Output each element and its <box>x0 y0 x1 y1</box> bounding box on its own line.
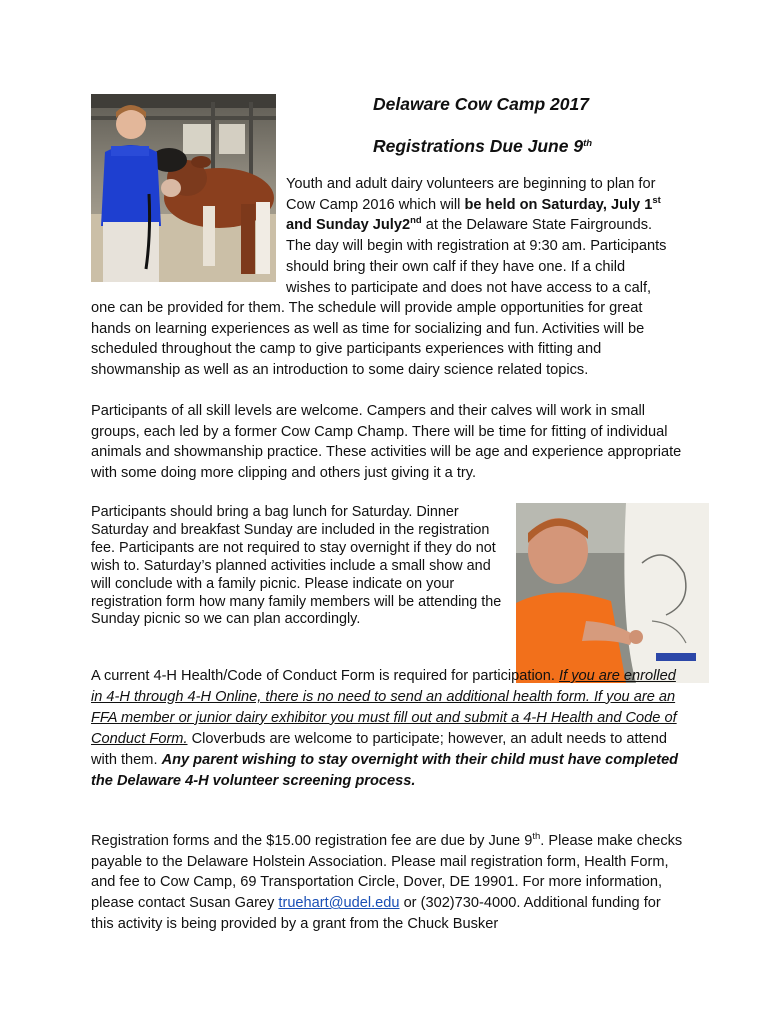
intro-line-3-text: at the Delaware State Fairgrounds. <box>421 217 653 234</box>
fee-text-a: Registration forms and the $15.00 registration fee are due by June 9 <box>91 833 533 849</box>
intro-line-4: The day will begin with registration at 9:30 am. Participants <box>286 238 667 255</box>
intro-date-sup-2: nd <box>410 215 422 227</box>
deadline-text: Registrations Due June 9 <box>373 136 584 156</box>
fee-date-sup: th <box>532 831 541 842</box>
health-form-paragraph <box>91 666 683 791</box>
intro-paragraph-wrapped <box>286 174 686 298</box>
fee-text-c: or (302)730-4000. Additional funding for this activity is being provided by a grant from the Chuck Busker <box>91 895 661 932</box>
intro-date-sup-1: st <box>652 194 661 206</box>
fee-text-b: . Please make checks payable to the Delaware Holstein Association. Please mail registration form, Health Form, and fee to Cow Camp, 69 Transportation Circle, Dover, DE 19901. For more information, please contact Susan Garey <box>91 833 683 912</box>
health-form-instructions: If you are enrolled in 4-H through 4-H Online, there is no need to send an additional health form. If you are an FFA member or junior dairy exhibitor you must fill out and submit a 4-H Health and Code of Conduct Form. <box>91 668 677 747</box>
intro-date-saturday: be held on Saturday, July 1 <box>464 196 653 213</box>
page-title: Delaware Cow Camp 2017 <box>373 94 589 114</box>
health-form-intro: A current 4-H Health/Code of Conduct Form is required for participation. <box>91 668 560 684</box>
intro-line-2 <box>286 195 686 216</box>
intro-line-5: should bring their own calf if they have one. If a child <box>286 258 626 275</box>
intro-paragraph-rest: one can be provided for them. The schedule will provide ample opportunities for great hands on learning experiences as well as time for socializing and fun. Activities will be scheduled throughout the camp to give participants experiences with fitting and showmanship as well as an introduction to some dairy science related topics. <box>91 300 645 379</box>
overnight-parent-requirement: Any parent wishing to stay overnight with their child must have completed the Delaware 4-H volunteer screening process. <box>91 751 679 789</box>
contact-email-link[interactable]: truehart@udel.edu <box>278 895 400 912</box>
intro-line-1: Youth and adult dairy volunteers are beginning to plan for <box>286 176 656 192</box>
deadline-sup: th <box>583 138 593 149</box>
registration-deadline <box>373 136 592 157</box>
bag-lunch-paragraph: Participants should bring a bag lunch for Saturday. Dinner Saturday and breakfast Sunday are included in the registration fee. Participants are not required to stay overnight if they do not wish to. Saturday’s planned activities include a small show and will conclude with a family picnic. Please indicate on your registration form how many family members will be attending the Sunday picnic so we can plan accordingly. <box>91 504 502 628</box>
intro-line-2-text: Cow Camp 2016 which will <box>286 196 465 213</box>
intro-date-sunday: and Sunday July2 <box>286 217 411 234</box>
skill-levels-paragraph: Participants of all skill levels are welcome. Campers and their calves will work in small groups, each led by a former Cow Camp Champ. There will be time for fitting of individual animals and showmanship practice. These activities will be age and experience appropriate with some doing more clipping and others just giving it a try. <box>91 403 682 482</box>
registration-fee-paragraph <box>91 831 683 935</box>
cloverbuds-note: Cloverbuds are welcome to participate; however, an adult needs to attend with them. <box>91 730 667 768</box>
girl-with-calf-photo <box>91 94 276 282</box>
intro-line-3 <box>286 215 686 236</box>
boy-painting-photo <box>516 503 709 683</box>
intro-line-6: wishes to participate and does not have access to a calf, <box>286 279 652 296</box>
